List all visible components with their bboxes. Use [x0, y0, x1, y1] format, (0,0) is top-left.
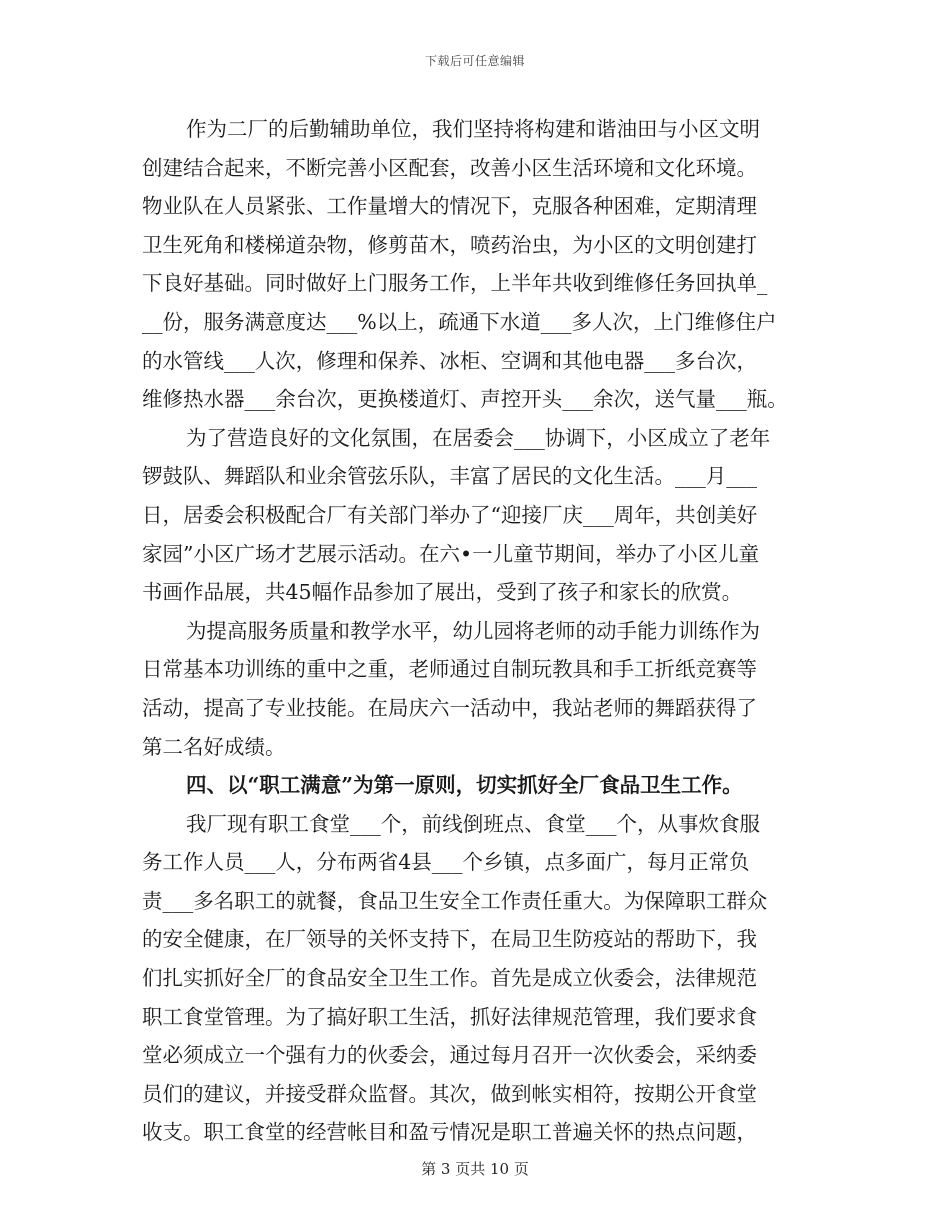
text-line: 堂必须成立一个强有力的伙委会，通过每月召开一次伙委会，采纳委: [142, 1043, 757, 1068]
text-line: 创建结合起来，不断完善小区配套，改善小区生活环境和文化环境。: [142, 155, 757, 180]
text-line: 第二名好成绩。: [142, 734, 286, 759]
page-header: 下载后可任意编辑: [424, 54, 525, 68]
text-line: 职工食堂管理。为了搞好职工生活，抓好法律规范管理，我们要求食: [142, 1004, 757, 1029]
text-line: 下良好基础。同时做好上门服务工作，上半年共收到维修任务回执单_: [142, 271, 768, 296]
text-line: 务工作人员___人，分布两省4县___个乡镇，点多面广，每月正常负: [142, 850, 750, 875]
paragraph-cultural-life: [142, 419, 810, 612]
text-line: 们扎实抓好全厂的食品安全卫生工作。首先是成立伙委会，法律规范: [142, 966, 757, 991]
text-line: 收支。职工食堂的经营帐目和盈亏情况是职工普遍关怀的热点问题，: [142, 1120, 757, 1145]
text-line: 日，居委会积极配合厂有关部门举办了“迎接厂庆___周年，共创美好: [142, 502, 758, 527]
text-line: 书画作品展，共45幅作品参加了展出，受到了孩子和家长的欣赏。: [142, 580, 743, 605]
text-line: 作为二厂的后勤辅助单位，我们坚持将构建和谐油田与小区文明: [186, 117, 760, 141]
text-line: 的水管线___人次，修理和保养、冰柜、空调和其他电器___多台次，: [142, 348, 757, 373]
document-body: [142, 110, 810, 1152]
text-line: 责___多名职工的就餐，食品卫生安全工作责任重大。为保障职工群众: [142, 888, 768, 913]
text-line: __份，服务满意度达___%以上，疏通下水道___多人次，上门维修住户: [142, 309, 777, 334]
text-line: 我厂现有职工食堂___个，前线倒班点、食堂___个，从事炊食服: [186, 811, 760, 836]
text-line: 锣鼓队、舞蹈队和业余管弦乐队，丰富了居民的文化生活。___月___: [142, 464, 757, 489]
section-heading: [142, 766, 810, 805]
text-line: 员们的建议，并接受群众监督。其次，做到帐实相符，按期公开食堂: [142, 1081, 757, 1106]
paragraph-kindergarten: [142, 612, 810, 766]
page-number: 第 3 页共 10 页: [421, 1160, 529, 1178]
text-line: 日常基本功训练的重中之重，老师通过自制玩教具和手工折纸竞赛等: [142, 657, 757, 682]
paragraph-food-safety: [142, 805, 810, 1152]
text-line: 卫生死角和楼梯道杂物，修剪苗木，喷药治虫，为小区的文明创建打: [142, 232, 757, 257]
text-line: 活动，提高了专业技能。在局庆六一活动中，我站老师的舞蹈获得了: [142, 695, 757, 720]
text-line: 维修热水器___余台次，更换楼道灯、声控开头___余次，送气量___瓶。: [142, 387, 788, 412]
paragraph-property-services: [142, 110, 810, 419]
text-line: 的安全健康，在厂领导的关怀支持下，在局卫生防疫站的帮助下，我: [142, 927, 757, 952]
text-line: 为了营造良好的文化氛围，在居委会___协调下，小区成立了老年: [186, 425, 771, 450]
text-line: 物业队在人员紧张、工作量增大的情况下，克服各种困难，定期清理: [142, 194, 757, 219]
text-line: 为提高服务质量和教学水平，幼儿园将老师的动手能力训练作为: [186, 618, 760, 643]
section-heading-text: 四、以“职工满意”为第一原则，切实抓好全厂食品卫生工作。: [186, 773, 743, 798]
text-line: 家园”小区广场才艺展示活动。在六•一儿童节期间，举办了小区儿童: [142, 541, 760, 566]
